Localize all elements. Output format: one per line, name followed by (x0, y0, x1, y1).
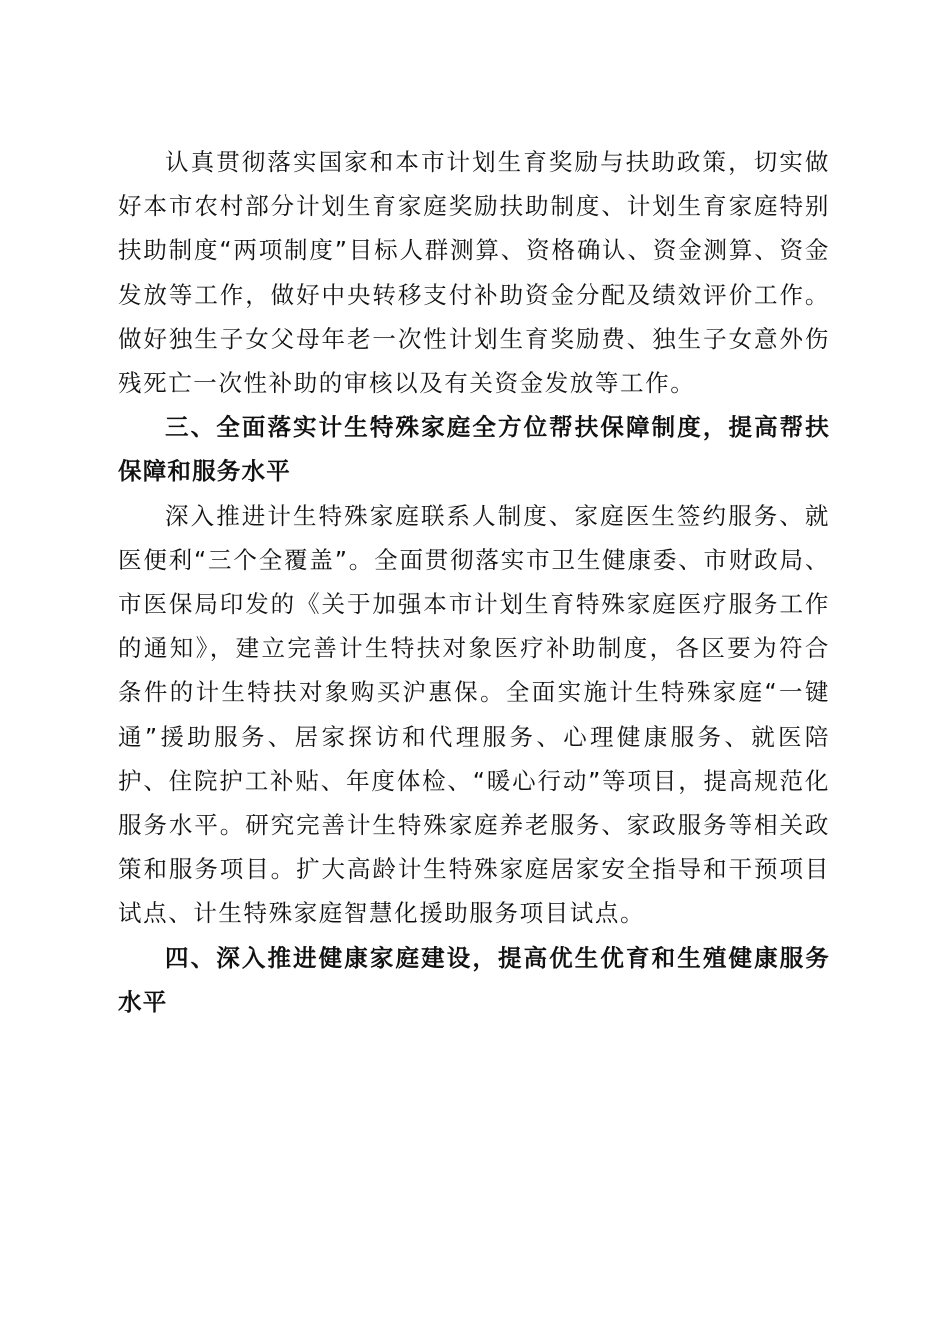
paragraph-family-planning-rewards: 认真贯彻落实国家和本市计划生育奖励与扶助政策，切实做好本市农村部分计划生育家庭奖励扶助制度、计划生育家庭特别扶助制度“两项制度”目标人群测算、资格确认、资金测算、资金发放等工作，做好中央转移支付补助资金分配及绩效评价工作。做好独生子女父母年老一次性计划生育奖励费、独生子女意外伤残死亡一次性补助的审核以及有关资金发放等工作。 (118, 148, 830, 398)
paragraph-special-family-support: 深入推进计生特殊家庭联系人制度、家庭医生签约服务、就医便利“三个全覆盖”。全面贯彻落实市卫生健康委、市财政局、市医保局印发的《关于加强本市计划生育特殊家庭医疗服务工作的通知》，建立完善计生特扶对象医疗补助制度，各区要为符合条件的计生特扶对象购买沪惠保。全面实施计生特殊家庭“一键通”援助服务、居家探访和代理服务、心理健康服务、就医陪护、住院护工补贴、年度体检、“暖心行动”等项目，提高规范化服务水平。研究完善计生特殊家庭养老服务、家政服务等相关政策和服务项目。扩大高龄计生特殊家庭居家安全指导和干预项目试点、计生特殊家庭智慧化援助服务项目试点。 (118, 501, 830, 928)
section-heading-4: 四、深入推进健康家庭建设，提高优生优育和生殖健康服务水平 (118, 943, 830, 1016)
section-heading-3: 三、全面落实计生特殊家庭全方位帮扶保障制度，提高帮扶保障和服务水平 (118, 413, 830, 486)
document-body (118, 140, 830, 1024)
